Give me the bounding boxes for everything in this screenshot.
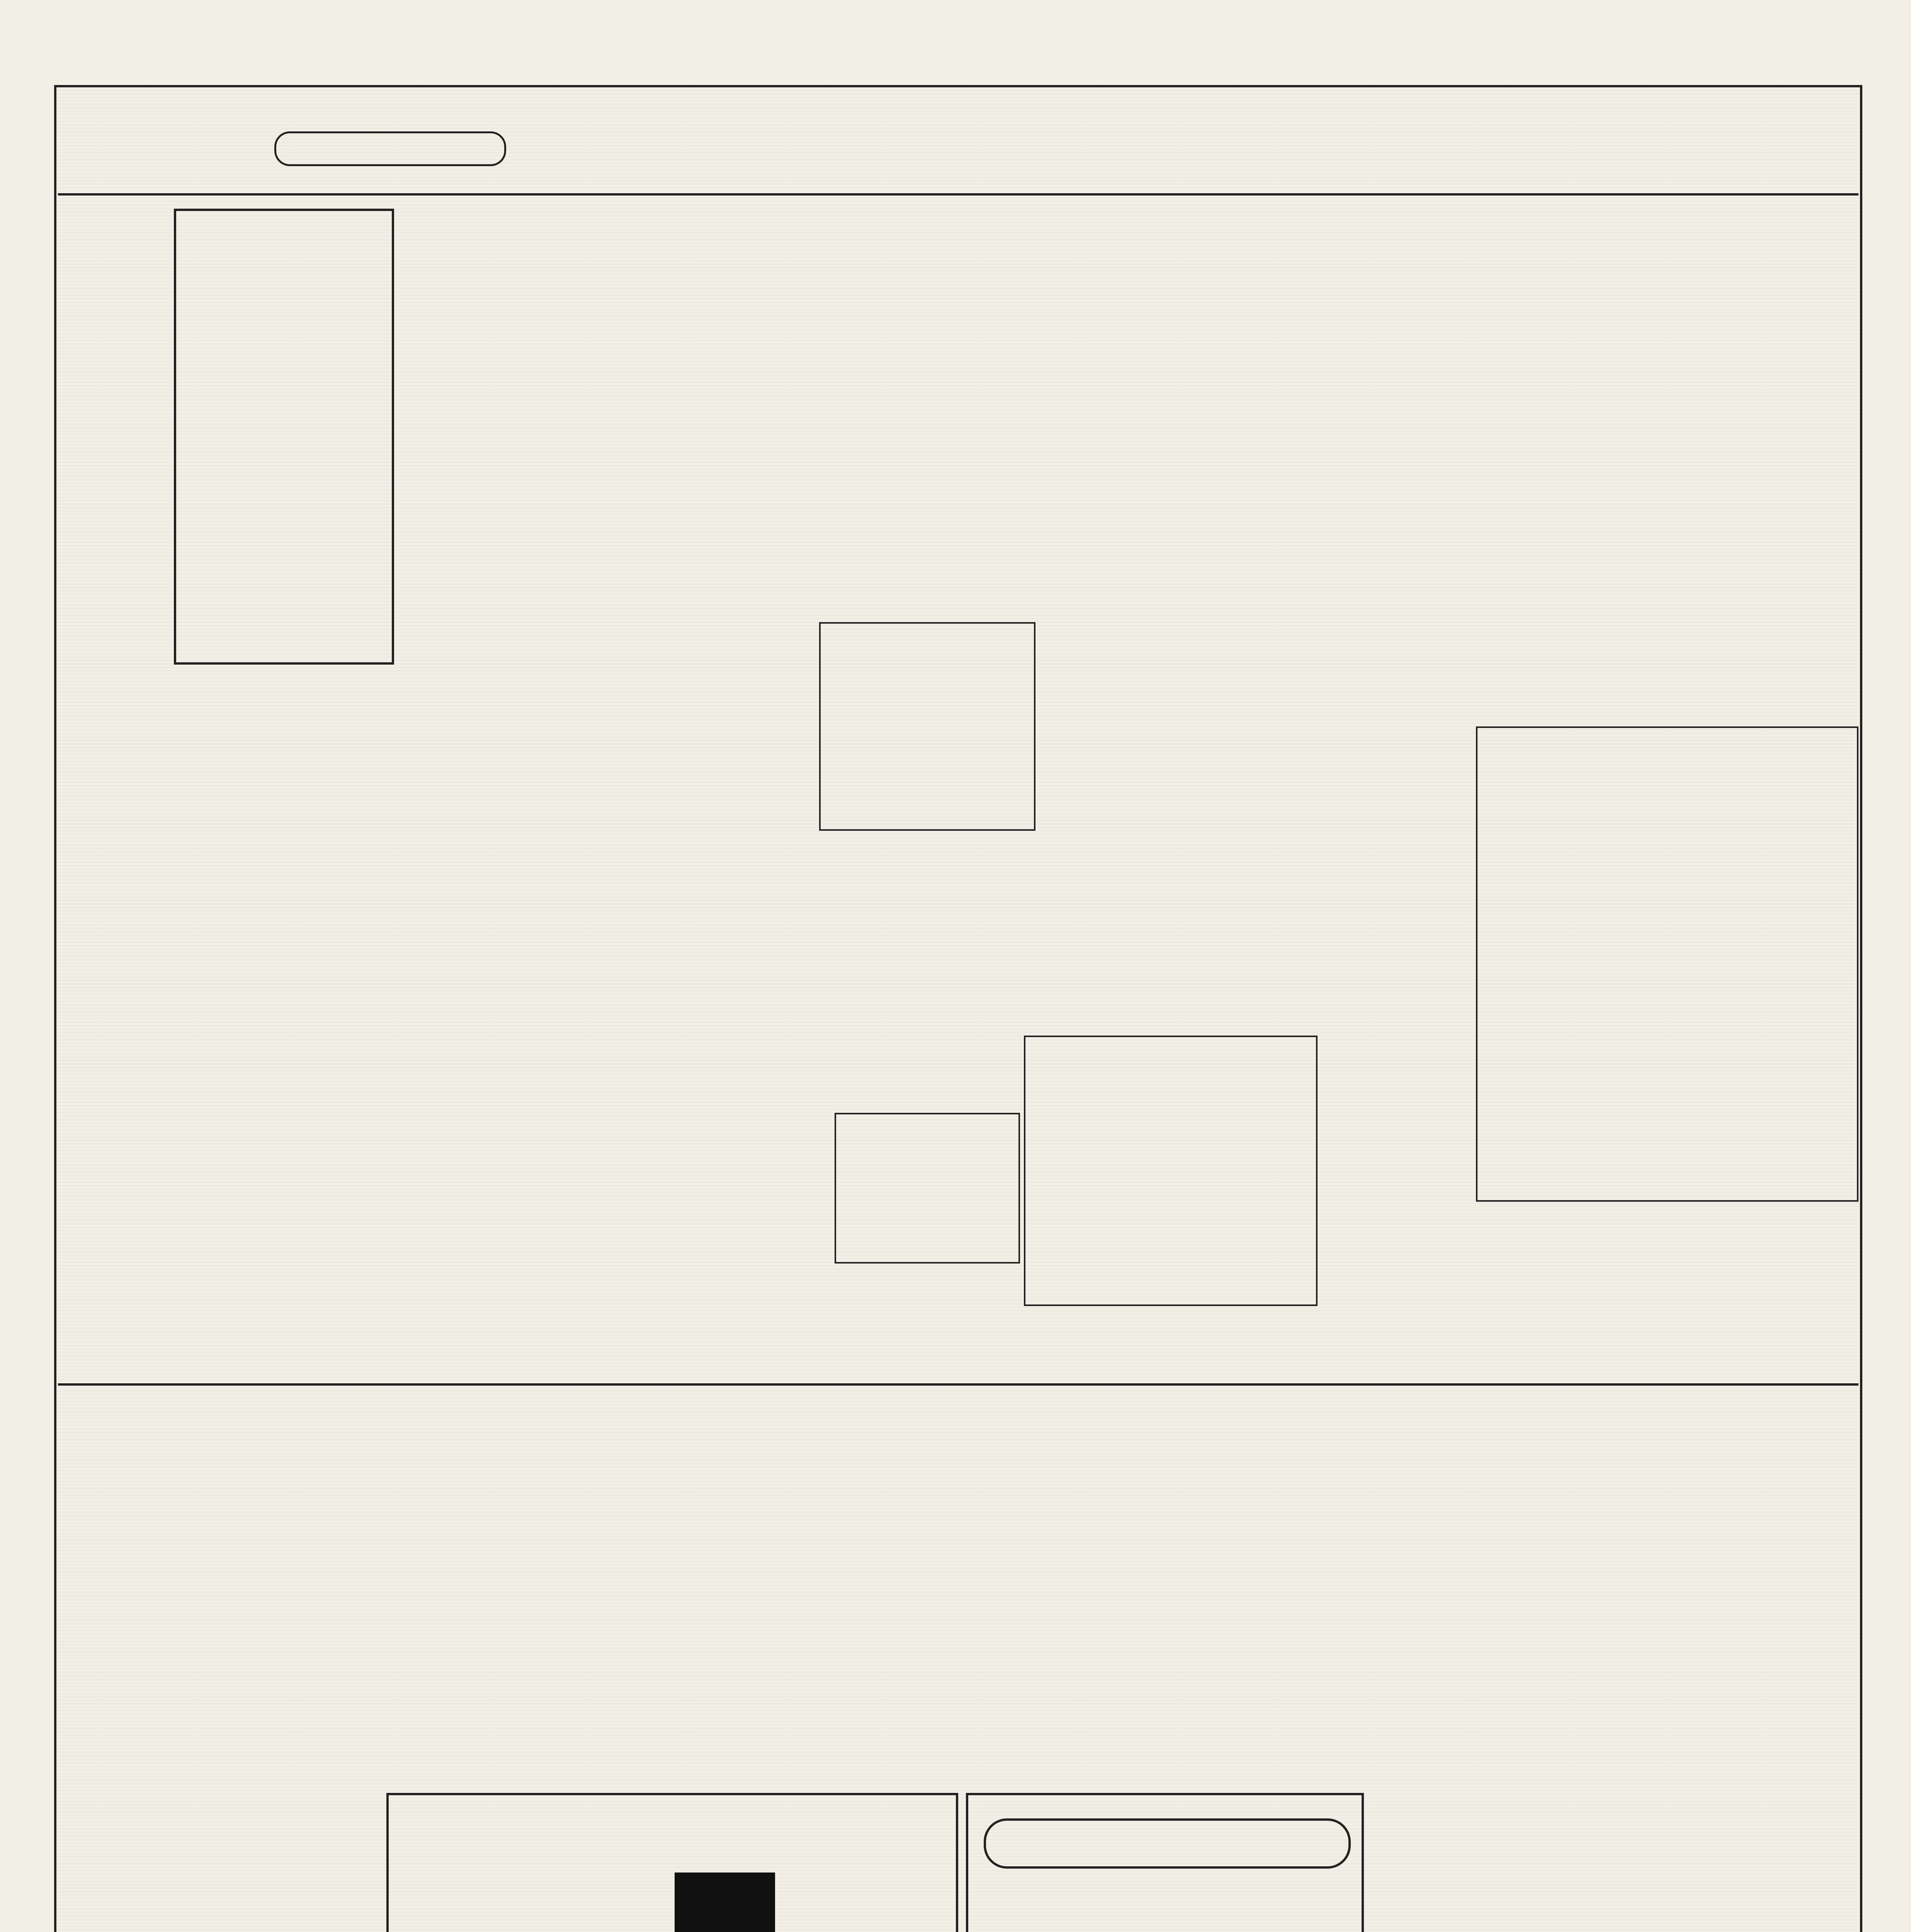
masthead bbox=[58, 93, 1858, 193]
disulmid-ad bbox=[966, 1793, 1364, 1932]
newyear-headline bbox=[1186, 618, 1403, 966]
weather-text bbox=[841, 1122, 1011, 1257]
weather-box bbox=[835, 1113, 1020, 1264]
lost-body bbox=[62, 1785, 278, 1932]
ad-box-left bbox=[174, 209, 394, 665]
sport-banner-text bbox=[1455, 1284, 1861, 1621]
school-article bbox=[804, 846, 1132, 1356]
radio-box bbox=[1476, 726, 1858, 1202]
sport-hand-headline bbox=[1414, 1430, 1499, 1874]
disulmid-formula bbox=[984, 1876, 1351, 1907]
weekday bbox=[580, 131, 734, 166]
reform-article bbox=[406, 209, 1113, 649]
sport-banner bbox=[1460, 1260, 1855, 1627]
sport-body-1 bbox=[1236, 1399, 1399, 1785]
defense-article bbox=[587, 719, 688, 989]
aihuo-ad bbox=[386, 1793, 958, 1932]
reform-body bbox=[406, 209, 966, 649]
radio-listing bbox=[1485, 740, 1725, 1188]
aihuo-brand bbox=[675, 1872, 775, 1932]
date-line bbox=[1263, 131, 1843, 166]
lead-rice-body bbox=[1375, 209, 1630, 665]
charity-box bbox=[819, 622, 1035, 831]
charity-text bbox=[829, 639, 1022, 817]
paper-title bbox=[811, 93, 1159, 193]
housing-article bbox=[1414, 896, 1472, 1167]
edition bbox=[274, 131, 506, 166]
masthead-rule bbox=[58, 193, 1858, 196]
social-article bbox=[966, 224, 1105, 611]
left-body-column bbox=[62, 672, 294, 1368]
disulmid-name bbox=[984, 1818, 1351, 1869]
